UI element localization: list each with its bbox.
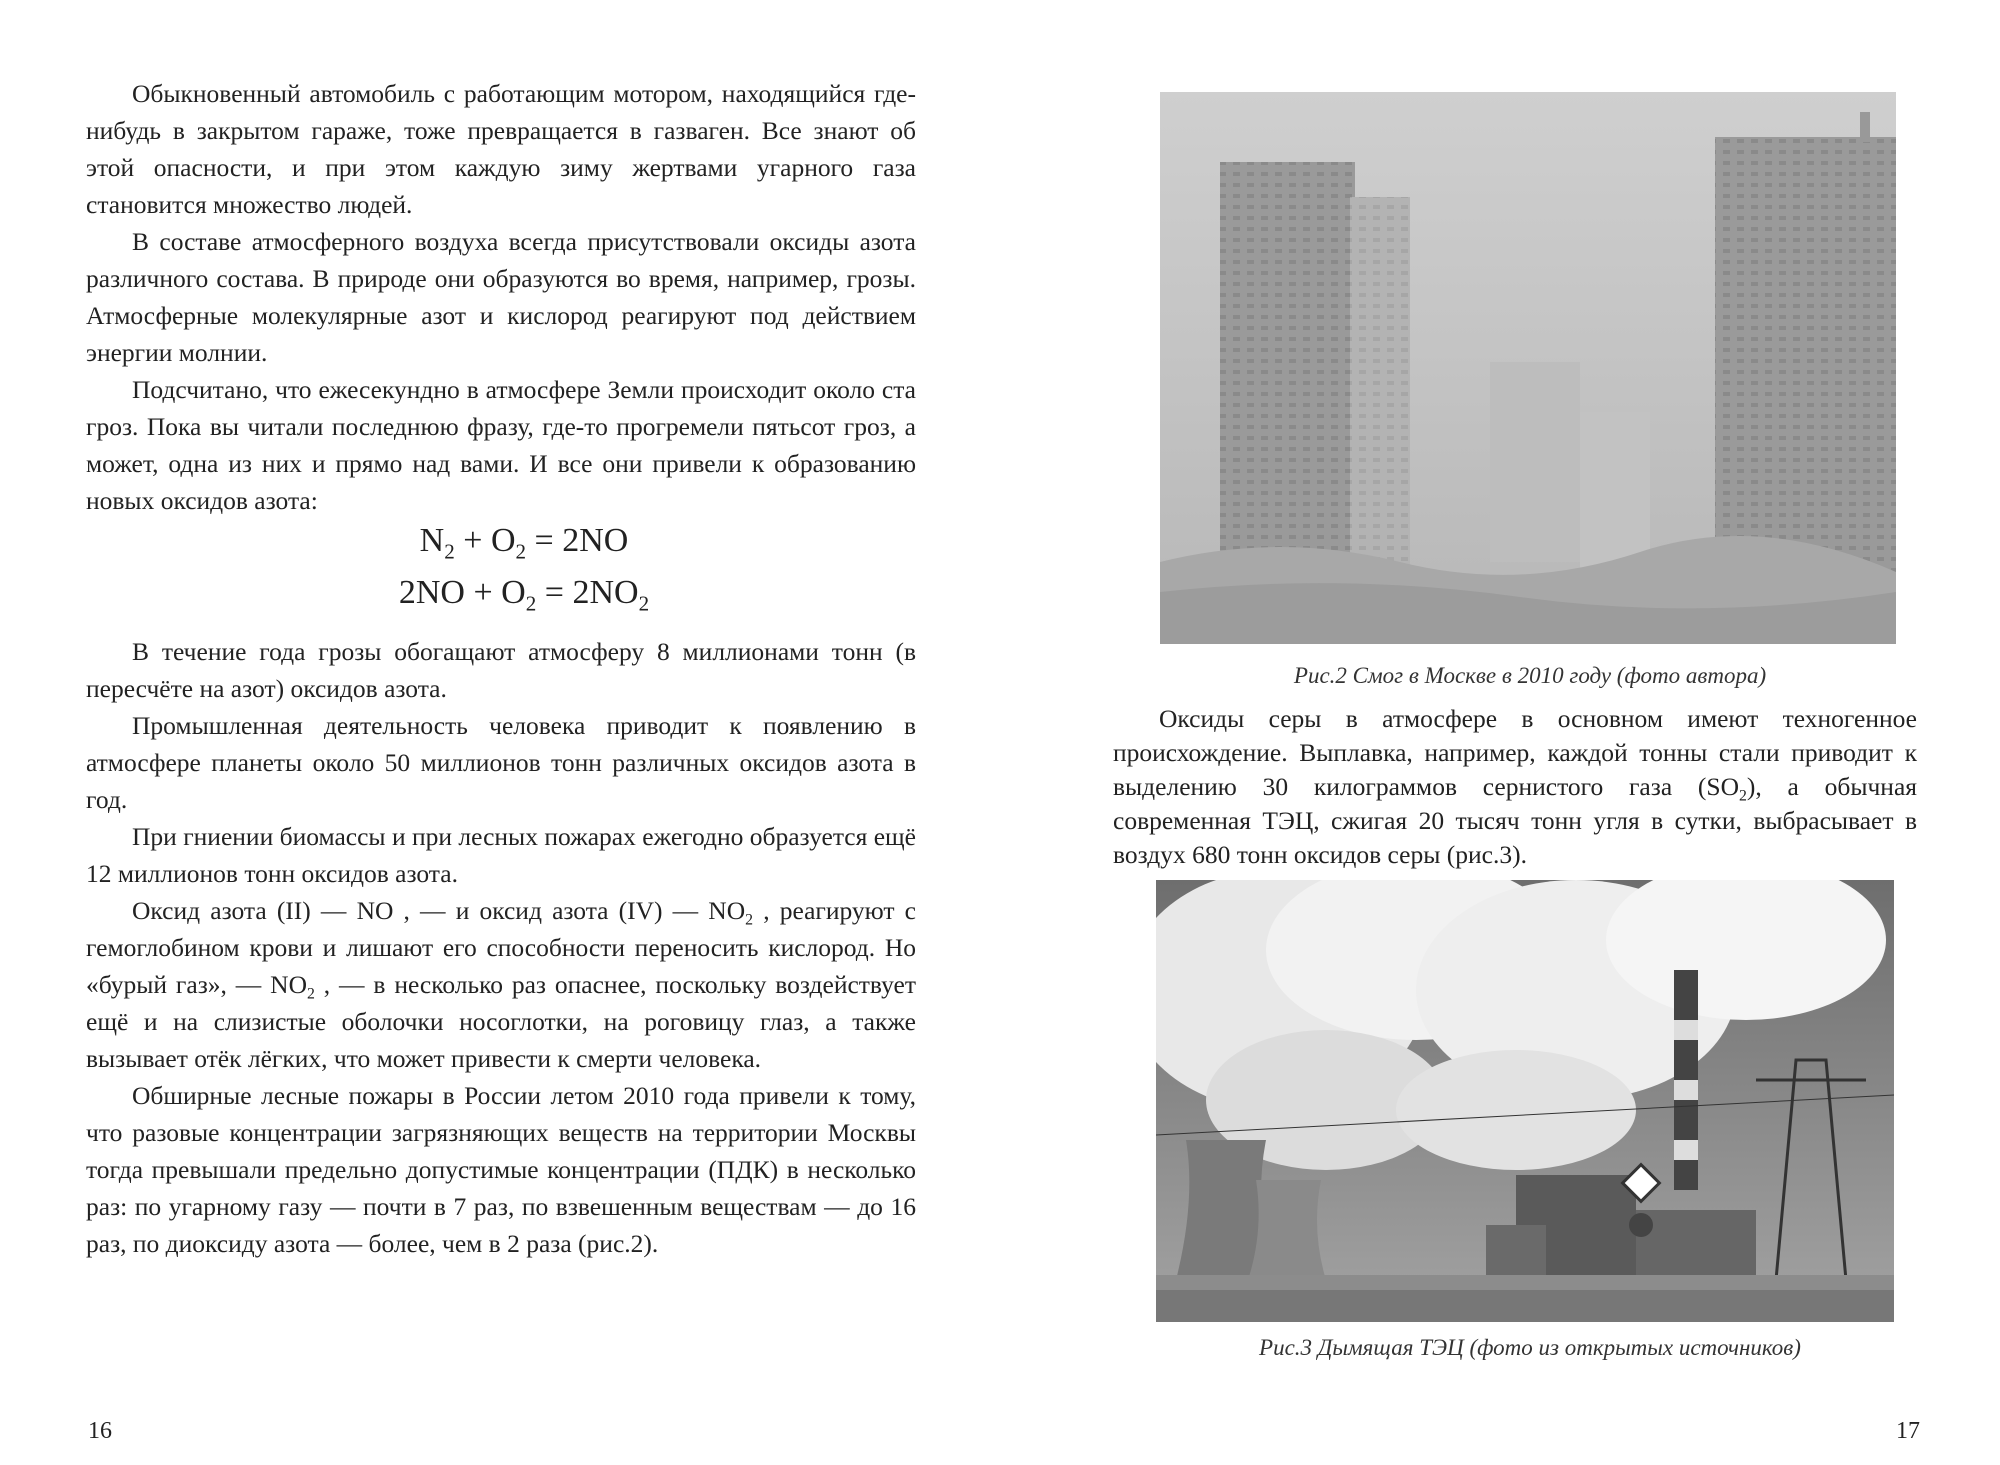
page-number-left: 16: [88, 1418, 112, 1444]
page-number-right: 17: [1896, 1418, 1920, 1444]
paragraph-no-hemoglobin: Оксид азота (II) — NO , — и оксид азота (IV) — $NO_2$ , реагируют с гемоглобином крови и лишают его способности переносить кислород. Но «бурый газ», — $NO_2$ , — в несколько раз опаснее, поскольку воздействует ещё и на слизистые оболочки носоглотки, на роговицу глаз, а также вызывает отёк лёгких, что может привести к смерти человека.: [86, 896, 916, 1073]
smog-photo: [1160, 92, 1896, 644]
paragraph-thunderstorms: Подсчитано, что ежесекундно в атмосфере Земли происходит около ста гроз. Пока вы читали последнюю фразу, где-то прогремели пятьсот гроз, а может, одна из них и прямо над вами. И все они привели к образованию новых оксидов азота:: [86, 375, 916, 515]
paragraph-industry: Промышленная деятельность человека приводит к появлению в атмосфере планеты около 50 миллионов тонн различных оксидов азота в год.: [86, 711, 916, 814]
paragraph-annual-storms: В течение года грозы обогащают атмосферу 8 миллионами тонн (в пересчёте на азот) оксидов азота.: [86, 637, 916, 703]
right-text-column: [1113, 702, 1917, 872]
caption-fig2: Рис.2 Смог в Москве в 2010 году (фото автора): [1293, 663, 1767, 688]
right-page: [1000, 0, 2000, 1465]
paragraph-forest-fires: Обширные лесные пожары в России летом 2010 года привели к тому, что разовые концентрации загрязняющих веществ на территории Москвы тогда превышали предельно допустимые концентрации (ПДК) в несколько раз: по угарному газу — почти в 7 раз, по взвешенным веществам — до 16 раз, по диоксиду азота — более, чем в 2 раза (рис.2).: [86, 1081, 916, 1258]
paragraph-nitrogen-oxides: В составе атмосферного воздуха всегда присутствовали оксиды азота различного состава. В природе они образуются во время, например, грозы. Атмосферные молекулярные азот и кислород реагируют под действием энергии молнии.: [86, 227, 916, 367]
paragraph-biomass: При гниении биомассы и при лесных пожарах ежегодно образуется ещё 12 миллионов тонн оксидов азота.: [86, 822, 916, 888]
paragraph-sulfur-oxides: Оксиды серы в атмосфере в основном имеют техногенное происхождение. Выплавка, например, каждой тонны стали приводит к выделению 30 килограммов сернистого газа $(SO_2)$, а обычная современная ТЭЦ, сжигая 20 тысяч тонн угля в сутки, выбрасывает в воздух 680 тонн оксидов серы (рис.3).: [1113, 704, 1918, 869]
power-plant-photo: [1156, 880, 1894, 1322]
formula-n2-o2: $N_2 + O_2 = 2NO$: [419, 522, 629, 564]
smog-photo-illustration: [1160, 92, 1896, 644]
left-text-column: [86, 75, 916, 1262]
caption-fig3: Рис.3 Дымящая ТЭЦ (фото из открытых источников): [1259, 1335, 1801, 1360]
power-plant-photo-illustration: [1156, 880, 1894, 1322]
formula-no-o2: $2NO + O_2 = 2NO_2$: [398, 574, 650, 616]
paragraph-car: Обыкновенный автомобиль с работающим мотором, находящийся где-нибудь в закрытом гараже, тоже превращается в газваген. Все знают об этой опасности, и при этом каждую зиму жертвами угарного газа становится множество людей.: [86, 79, 916, 219]
